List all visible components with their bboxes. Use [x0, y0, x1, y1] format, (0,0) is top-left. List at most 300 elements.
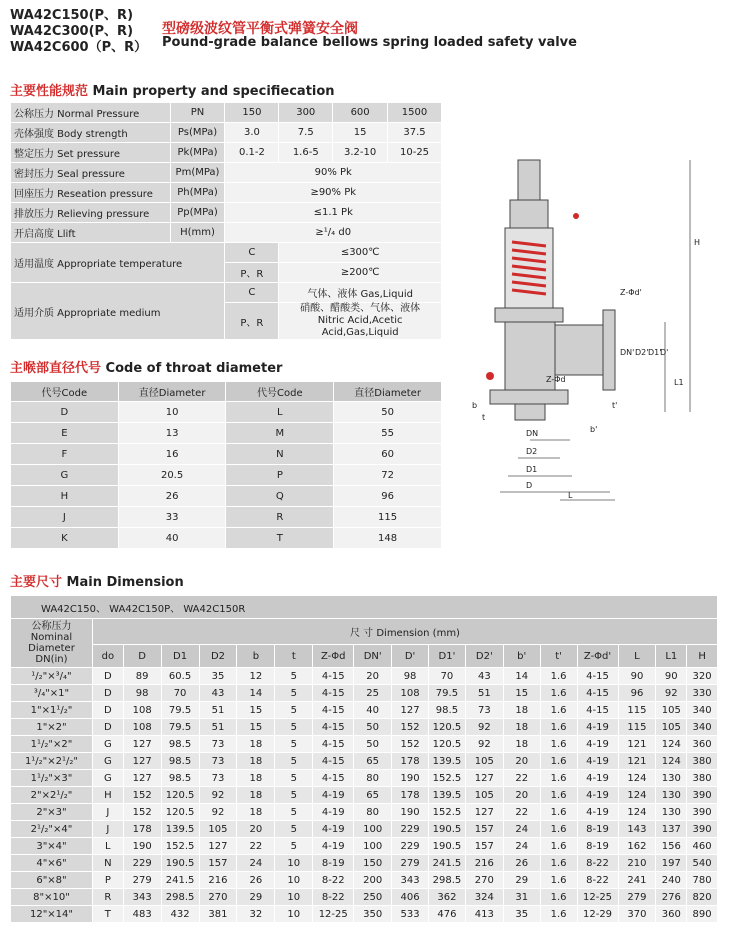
- table-row: [11, 770, 718, 787]
- table-cell: 5: [275, 753, 313, 770]
- table-cell: 50: [354, 736, 392, 753]
- column-header: 直径Diameter: [118, 382, 226, 402]
- medium-val-cn: 硝酸、醋酸类、气体、液体: [300, 303, 421, 314]
- table-cell: 5: [275, 719, 313, 736]
- diagram-label: D1': [648, 348, 662, 357]
- table-cell: 190: [392, 770, 429, 787]
- table-cell: 4-19: [577, 753, 618, 770]
- table-cell: 127: [199, 838, 237, 855]
- table-cell: K: [11, 528, 119, 549]
- column-header: L1: [656, 645, 687, 668]
- table-cell: 124: [618, 787, 656, 804]
- table-cell: 533: [392, 906, 429, 923]
- table-cell: 35: [199, 668, 237, 685]
- spec-name: 公称压力 Normal Pressure: [11, 103, 171, 123]
- table-cell: 476: [429, 906, 466, 923]
- table-cell: 360: [656, 906, 687, 923]
- column-header: 直径Diameter: [334, 382, 442, 402]
- table-cell: 298.5: [429, 872, 466, 889]
- table-cell: 8-19: [313, 855, 354, 872]
- table-cell: 130: [656, 787, 687, 804]
- table-cell: 98.5: [429, 702, 466, 719]
- table-cell: 80: [354, 804, 392, 821]
- table-cell: 120.5: [429, 736, 466, 753]
- table-cell: 127: [465, 770, 503, 787]
- column-header: b: [237, 645, 275, 668]
- table-cell: 65: [354, 753, 392, 770]
- model-code: WA42C150(P、R): [10, 8, 134, 23]
- table-cell: 362: [429, 889, 466, 906]
- table-cell: D: [92, 685, 123, 702]
- dimension-header: 尺 寸 Dimension (mm): [92, 619, 717, 645]
- dims-table: [10, 595, 718, 923]
- table-cell: 18: [237, 770, 275, 787]
- column-header: b': [503, 645, 540, 668]
- table-cell: 390: [687, 821, 718, 838]
- valve-diagram: [460, 150, 722, 510]
- table-cell: 152: [123, 787, 161, 804]
- table-cell: L: [92, 838, 123, 855]
- table-cell: 43: [199, 685, 237, 702]
- spec-val: ≥90% Pk: [225, 183, 442, 203]
- spec-sym: Ps(MPa): [170, 123, 225, 143]
- table-cell: D: [92, 719, 123, 736]
- valve-cap: [518, 160, 540, 200]
- table-cell: ¹/₂"×³/₄": [11, 668, 93, 685]
- table-cell: 18: [503, 719, 540, 736]
- table-cell: 8-22: [577, 872, 618, 889]
- table-cell: 5: [275, 668, 313, 685]
- table-cell: 8-22: [313, 889, 354, 906]
- table-cell: 1"×2": [11, 719, 93, 736]
- table-cell: 152: [392, 736, 429, 753]
- throat-table: [10, 381, 442, 549]
- table-cell: 380: [687, 753, 718, 770]
- table-cell: 130: [656, 770, 687, 787]
- table-cell: 33: [118, 507, 226, 528]
- table-cell: 12-25: [313, 906, 354, 923]
- table-cell: 98: [392, 668, 429, 685]
- table-cell: 55: [334, 423, 442, 444]
- table-cell: 20: [237, 821, 275, 838]
- table-cell: 381: [199, 906, 237, 923]
- spec-heading-en: Main property and specifiecation: [92, 84, 335, 99]
- table-cell: 12: [237, 668, 275, 685]
- table-cell: 14: [503, 668, 540, 685]
- table-header-row: [11, 645, 718, 668]
- table-cell: 79.5: [161, 719, 199, 736]
- table-header-row: [11, 619, 718, 645]
- vent-marker: [573, 213, 579, 219]
- dims-heading-en: Main Dimension: [66, 575, 184, 590]
- table-cell: 5: [275, 770, 313, 787]
- table-cell: 4-19: [313, 821, 354, 838]
- table-cell: 90: [656, 668, 687, 685]
- table-cell: 72: [334, 465, 442, 486]
- table-cell: 50: [334, 402, 442, 423]
- table-row: [11, 889, 718, 906]
- table-cell: J: [92, 804, 123, 821]
- table-row: [11, 444, 442, 465]
- table-cell: 18: [503, 702, 540, 719]
- table-cell: 143: [618, 821, 656, 838]
- table-cell: 1.6: [540, 838, 577, 855]
- table-cell: 241.5: [429, 855, 466, 872]
- table-cell: 340: [687, 702, 718, 719]
- table-cell: 89: [123, 668, 161, 685]
- dn-header: [11, 619, 93, 668]
- table-cell: 20: [503, 753, 540, 770]
- table-cell: 340: [687, 719, 718, 736]
- table-cell: 152.5: [429, 770, 466, 787]
- diagram-label: H: [694, 238, 701, 247]
- column-header: DN': [354, 645, 392, 668]
- table-cell: 4-19: [313, 838, 354, 855]
- table-cell: 390: [687, 787, 718, 804]
- table-row: [11, 804, 718, 821]
- table-row: [11, 163, 442, 183]
- table-cell: 229: [392, 838, 429, 855]
- temp-key: C: [225, 243, 279, 263]
- spec-val: 0.1-2: [225, 143, 279, 163]
- table-cell: 190.5: [429, 838, 466, 855]
- diagram-label: b': [590, 425, 598, 434]
- spec-sym: H(mm): [170, 223, 225, 243]
- spec-val: 90% Pk: [225, 163, 442, 183]
- table-cell: 1.6: [540, 668, 577, 685]
- table-cell: 190.5: [161, 855, 199, 872]
- table-cell: 105: [199, 821, 237, 838]
- table-cell: 8-19: [577, 838, 618, 855]
- table-cell: 115: [618, 702, 656, 719]
- table-cell: 51: [199, 702, 237, 719]
- valve-inlet: [515, 404, 545, 420]
- table-cell: 32: [237, 906, 275, 923]
- table-cell: 12-29: [577, 906, 618, 923]
- column-header: D2: [199, 645, 237, 668]
- model-code: WA42C600（P、R）: [10, 40, 148, 55]
- table-cell: 18: [237, 804, 275, 821]
- table-cell: 108: [123, 702, 161, 719]
- table-cell: H: [11, 486, 119, 507]
- table-row: [11, 736, 718, 753]
- table-cell: 1.6: [540, 685, 577, 702]
- table-cell: 24: [503, 821, 540, 838]
- table-cell: 26: [118, 486, 226, 507]
- table-cell: 90: [618, 668, 656, 685]
- table-cell: 350: [354, 906, 392, 923]
- column-header: t': [540, 645, 577, 668]
- table-cell: 40: [354, 702, 392, 719]
- dn-header-line: 公称压力: [31, 621, 72, 632]
- spec-heading-cn: 主要性能规范: [10, 84, 89, 99]
- table-cell: 15: [503, 685, 540, 702]
- table-cell: 4-15: [577, 668, 618, 685]
- table-cell: 24: [503, 838, 540, 855]
- dims-heading: [10, 571, 184, 590]
- table-cell: 4-19: [313, 787, 354, 804]
- title-cn: 型磅级波纹管平衡式弹簧安全阀: [162, 21, 358, 37]
- table-cell: 4-15: [313, 736, 354, 753]
- table-cell: 250: [354, 889, 392, 906]
- diagram-label: D1: [526, 465, 538, 474]
- table-cell: 4-15: [313, 685, 354, 702]
- table-cell: 98.5: [161, 736, 199, 753]
- table-row: [11, 821, 718, 838]
- table-cell: 124: [656, 736, 687, 753]
- table-cell: D: [92, 668, 123, 685]
- table-cell: 1.6: [540, 855, 577, 872]
- table-row: [11, 123, 442, 143]
- table-cell: 79.5: [161, 702, 199, 719]
- table-cell: 1.6: [540, 787, 577, 804]
- table-cell: 216: [199, 872, 237, 889]
- table-cell: 8-22: [577, 855, 618, 872]
- spec-name: 排放压力 Relieving pressure: [11, 203, 171, 223]
- table-cell: G: [92, 770, 123, 787]
- table-cell: 1.6: [540, 702, 577, 719]
- spec-name: 开启高度 Llift: [11, 223, 171, 243]
- spec-heading: [10, 80, 335, 99]
- table-cell: 4-19: [577, 770, 618, 787]
- table-cell: 92: [656, 685, 687, 702]
- throat-heading-en: Code of throat diameter: [105, 361, 283, 376]
- table-cell: 51: [465, 685, 503, 702]
- table-cell: 73: [199, 753, 237, 770]
- table-cell: 120.5: [161, 804, 199, 821]
- table-cell: 20: [503, 787, 540, 804]
- table-cell: 270: [199, 889, 237, 906]
- table-cell: 4-19: [577, 719, 618, 736]
- valve-outlet-flange: [603, 310, 615, 390]
- table-cell: 4-19: [577, 804, 618, 821]
- table-cell: G: [92, 736, 123, 753]
- table-row: [11, 243, 442, 263]
- table-cell: Q: [226, 486, 334, 507]
- table-cell: 1¹/₂"×2¹/₂": [11, 753, 93, 770]
- table-cell: 320: [687, 668, 718, 685]
- table-cell: 20: [354, 668, 392, 685]
- table-cell: 1.6: [540, 872, 577, 889]
- table-cell: 10: [118, 402, 226, 423]
- diagram-label: b: [472, 401, 478, 410]
- table-cell: F: [11, 444, 119, 465]
- spec-val: 1.6-5: [279, 143, 333, 163]
- table-cell: 20.5: [118, 465, 226, 486]
- table-cell: 157: [199, 855, 237, 872]
- table-cell: D: [11, 402, 119, 423]
- spec-val: 37.5: [388, 123, 442, 143]
- column-header: 代号Code: [226, 382, 334, 402]
- table-cell: 80: [354, 770, 392, 787]
- table-cell: 360: [687, 736, 718, 753]
- table-cell: 343: [392, 872, 429, 889]
- table-cell: 120.5: [161, 787, 199, 804]
- table-cell: 130: [656, 804, 687, 821]
- table-cell: 120.5: [429, 719, 466, 736]
- table-cell: 432: [161, 906, 199, 923]
- table-cell: 1¹/₂"×2": [11, 736, 93, 753]
- table-cell: L: [226, 402, 334, 423]
- medium-key: P、R: [225, 303, 279, 340]
- table-cell: 460: [687, 838, 718, 855]
- table-cell: 178: [392, 787, 429, 804]
- table-cell: 139.5: [161, 821, 199, 838]
- table-cell: 390: [687, 804, 718, 821]
- table-cell: 73: [199, 770, 237, 787]
- table-cell: 127: [123, 770, 161, 787]
- table-cell: 483: [123, 906, 161, 923]
- table-cell: 1.6: [540, 736, 577, 753]
- table-cell: 8"×10": [11, 889, 93, 906]
- table-cell: 1.6: [540, 821, 577, 838]
- table-cell: 5: [275, 736, 313, 753]
- column-header: D': [392, 645, 429, 668]
- table-cell: 152.5: [161, 838, 199, 855]
- column-header: H: [687, 645, 718, 668]
- table-cell: J: [92, 821, 123, 838]
- table-row: [11, 702, 718, 719]
- table-cell: 279: [618, 889, 656, 906]
- table-cell: 13: [118, 423, 226, 444]
- column-header: D1': [429, 645, 466, 668]
- table-row: [11, 872, 718, 889]
- table-cell: D: [92, 702, 123, 719]
- table-cell: 200: [354, 872, 392, 889]
- table-cell: 178: [392, 753, 429, 770]
- table-cell: 330: [687, 685, 718, 702]
- table-cell: 108: [392, 685, 429, 702]
- column-header: D2': [465, 645, 503, 668]
- table-cell: 3"×4": [11, 838, 93, 855]
- table-cell: 92: [465, 719, 503, 736]
- table-cell: 240: [656, 872, 687, 889]
- table-cell: N: [226, 444, 334, 465]
- table-cell: 22: [503, 770, 540, 787]
- table-cell: 10: [275, 855, 313, 872]
- table-cell: J: [11, 507, 119, 528]
- table-cell: 31: [503, 889, 540, 906]
- title-en: Pound-grade balance bellows spring loaded safety valve: [162, 35, 577, 50]
- table-cell: 1"×1¹/₂": [11, 702, 93, 719]
- table-cell: 127: [123, 753, 161, 770]
- diagram-label: D2: [526, 447, 538, 456]
- model-code: WA42C300(P、R): [10, 24, 134, 39]
- table-cell: R: [226, 507, 334, 528]
- table-row: [11, 203, 442, 223]
- diagram-label: DN: [526, 429, 539, 438]
- table-cell: 5: [275, 685, 313, 702]
- table-cell: 73: [465, 702, 503, 719]
- medium-val: [279, 303, 442, 340]
- table-cell: 890: [687, 906, 718, 923]
- diagram-label: DN': [620, 348, 635, 357]
- table-cell: 98.5: [161, 753, 199, 770]
- spec-sym: Pp(MPa): [170, 203, 225, 223]
- spec-val: 3.2-10: [333, 143, 388, 163]
- table-cell: 124: [618, 804, 656, 821]
- table-row: [11, 838, 718, 855]
- table-cell: 2"×3": [11, 804, 93, 821]
- table-cell: M: [226, 423, 334, 444]
- table-cell: 152: [392, 719, 429, 736]
- table-cell: 190: [392, 804, 429, 821]
- table-cell: 92: [465, 736, 503, 753]
- plug-marker: [486, 372, 494, 380]
- table-cell: 18: [237, 787, 275, 804]
- dn-header-line: Nominal: [30, 632, 73, 643]
- table-cell: 25: [354, 685, 392, 702]
- diagram-label: Z-Φd: [546, 375, 566, 384]
- diagram-label: t': [612, 401, 618, 410]
- table-cell: 270: [465, 872, 503, 889]
- table-row: [11, 465, 442, 486]
- table-cell: 60.5: [161, 668, 199, 685]
- table-row: [11, 855, 718, 872]
- table-cell: 157: [465, 838, 503, 855]
- table-cell: 2¹/₂"×4": [11, 821, 93, 838]
- table-cell: 105: [656, 702, 687, 719]
- medium-key: C: [225, 283, 279, 303]
- table-cell: 127: [123, 736, 161, 753]
- valve-flange-top: [495, 308, 563, 322]
- table-cell: 150: [354, 855, 392, 872]
- table-cell: 820: [687, 889, 718, 906]
- column-header: D1: [161, 645, 199, 668]
- table-cell: 157: [465, 821, 503, 838]
- dn-header-line: Diameter: [28, 643, 75, 654]
- table-cell: 100: [354, 821, 392, 838]
- table-cell: 18: [237, 753, 275, 770]
- table-cell: 18: [237, 736, 275, 753]
- spec-sym: Pm(MPa): [170, 163, 225, 183]
- spec-val: ≥¹/₄ d0: [225, 223, 442, 243]
- spec-name: 密封压力 Seal pressure: [11, 163, 171, 183]
- temp-key: P、R: [225, 263, 279, 283]
- table-cell: 65: [354, 787, 392, 804]
- table-cell: 4-19: [313, 804, 354, 821]
- table-cell: 70: [429, 668, 466, 685]
- table-cell: 279: [123, 872, 161, 889]
- table-cell: T: [92, 906, 123, 923]
- table-cell: 1.6: [540, 719, 577, 736]
- table-row: [11, 486, 442, 507]
- table-row: [11, 528, 442, 549]
- table-cell: 197: [656, 855, 687, 872]
- table-row: [11, 685, 718, 702]
- table-cell: 380: [687, 770, 718, 787]
- table-cell: 26: [237, 872, 275, 889]
- dims-heading-cn: 主要尺寸: [10, 575, 63, 590]
- table-cell: 148: [334, 528, 442, 549]
- spec-val: 10-25: [388, 143, 442, 163]
- table-cell: 127: [392, 702, 429, 719]
- table-cell: 1.6: [540, 753, 577, 770]
- table-cell: ³/₄"×1": [11, 685, 93, 702]
- table-cell: 124: [656, 753, 687, 770]
- table-cell: 15: [237, 719, 275, 736]
- medium-val: 气体、液体 Gas,Liquid: [279, 283, 442, 303]
- column-header: 代号Code: [11, 382, 119, 402]
- table-cell: 2"×2¹/₂": [11, 787, 93, 804]
- medium-name: 适用介质 Appropriate medium: [11, 283, 225, 340]
- table-cell: 5: [275, 702, 313, 719]
- table-cell: 79.5: [429, 685, 466, 702]
- table-cell: 152: [123, 804, 161, 821]
- table-cell: 540: [687, 855, 718, 872]
- throat-heading-cn: 主喉部直径代号: [10, 361, 102, 376]
- table-cell: 4"×6": [11, 855, 93, 872]
